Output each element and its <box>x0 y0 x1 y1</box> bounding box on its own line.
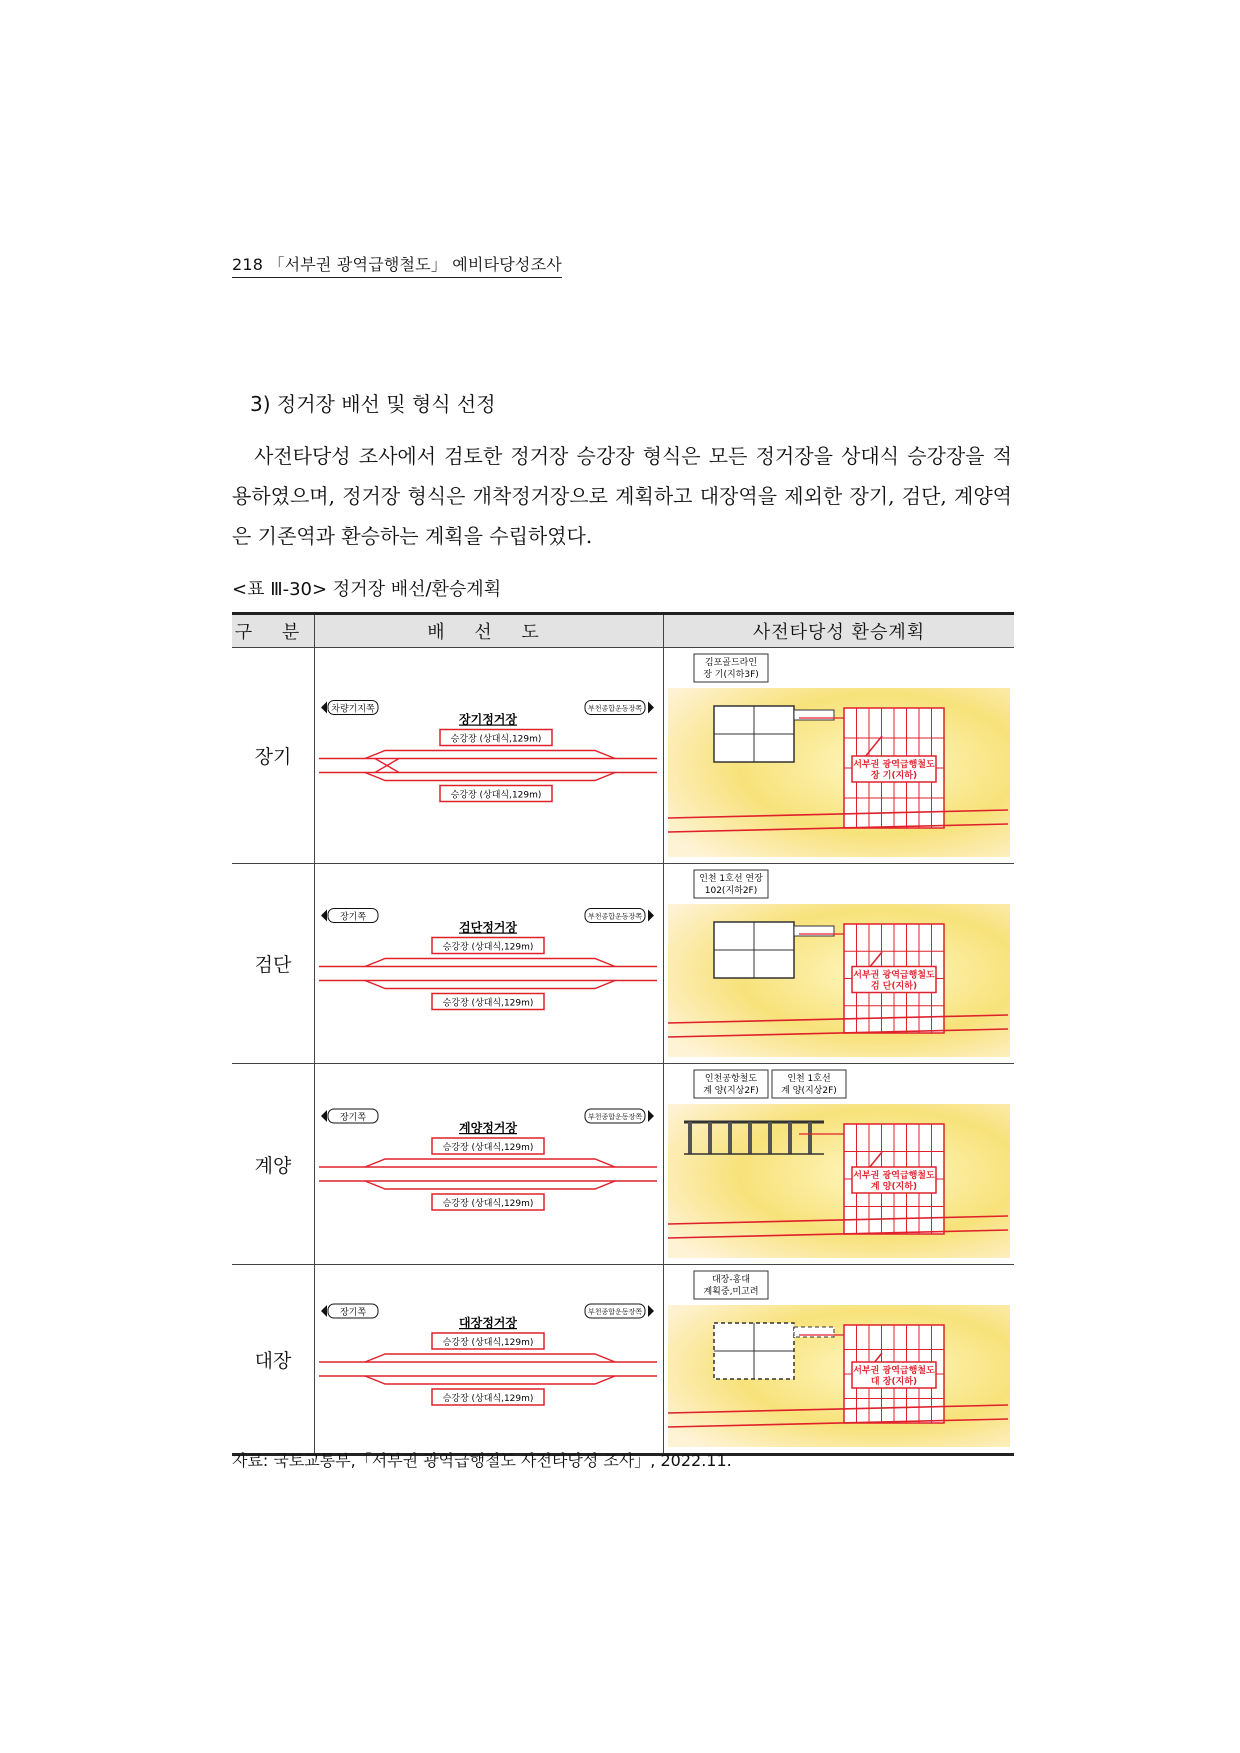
transfer-label-text: 김포골드라인 <box>704 658 758 668</box>
platform-top-label: 승강장 (상대식,129m) <box>442 1338 534 1348</box>
table-row <box>232 1064 1014 1265</box>
right-direction-label: 부천종합운동장쪽 <box>587 704 643 713</box>
right-arrow-icon <box>648 910 654 922</box>
row-label: 계양 <box>232 1064 315 1265</box>
station-name: 계양정거장 <box>459 1121 517 1135</box>
col-header-track-layout: 배 선 도 <box>315 614 664 648</box>
track-diagram <box>315 1265 661 1453</box>
track-diagram-cell <box>315 1064 664 1265</box>
table-row <box>232 864 1014 1064</box>
platform-top-label: 승강장 (상대식,129m) <box>442 1143 534 1153</box>
row-label: 검단 <box>232 864 315 1064</box>
transfer-diagram-cell <box>664 1064 1015 1265</box>
station-name: 검단정거장 <box>459 920 517 935</box>
transfer-label-text: 인천 1호선 <box>787 1074 831 1084</box>
elevated-pillar <box>788 1122 792 1154</box>
siding-track-upper <box>365 1159 615 1167</box>
track-diagram-cell <box>315 648 664 864</box>
section-title: 3) 정거장 배선 및 형식 선정 <box>250 392 496 416</box>
gtx-label-text: 검 단(지하) <box>870 981 918 992</box>
track-diagram <box>315 864 661 1063</box>
col-header-transfer-plan: 사전타당성 환승계획 <box>664 614 1015 648</box>
left-direction-label: 장기쪽 <box>339 912 367 923</box>
siding-track-lower <box>365 1376 615 1384</box>
row-label: 장기 <box>232 648 315 864</box>
gtx-label-text: 장 기(지하) <box>870 771 918 781</box>
transfer-label-text: 인천 1호선 연장 <box>699 874 763 884</box>
siding-track-upper <box>365 959 615 967</box>
transfer-label-text: 계 양(지상2F) <box>703 1086 759 1096</box>
elevated-pillar <box>808 1122 812 1154</box>
transfer-diagram <box>664 1064 1012 1264</box>
transfer-diagram-cell <box>664 1265 1015 1455</box>
left-arrow-icon <box>321 1305 327 1317</box>
left-arrow-icon <box>321 910 327 922</box>
right-direction-label: 부천종합운동장쪽 <box>587 912 643 921</box>
elevated-pillar <box>768 1122 772 1154</box>
elevated-pillar <box>708 1122 712 1154</box>
row-label: 대장 <box>232 1265 315 1455</box>
platform-top-label: 승강장 (상대식,129m) <box>442 942 534 953</box>
right-arrow-icon <box>648 1305 654 1317</box>
page-header: 218 「서부권 광역급행철도」 예비타당성조사 <box>232 252 562 278</box>
left-direction-label: 장기쪽 <box>339 1308 367 1318</box>
elevated-pillar <box>748 1122 752 1154</box>
track-diagram-cell <box>315 864 664 1064</box>
col-header-category: 구 분 <box>232 614 315 648</box>
transfer-label-text: 대장-홍대 <box>711 1275 751 1285</box>
transfer-label-text: 장 기(지하3F) <box>703 670 759 680</box>
transfer-diagram <box>664 648 1012 863</box>
siding-track-upper <box>365 751 615 759</box>
station-table <box>232 612 1014 1456</box>
right-arrow-icon <box>648 702 654 714</box>
transfer-label-text: 인천공항철도 <box>704 1074 758 1084</box>
track-diagram-cell <box>315 1265 664 1455</box>
transfer-diagram <box>664 1265 1012 1453</box>
platform-bottom-label: 승강장 (상대식,129m) <box>450 790 542 801</box>
siding-track-lower <box>365 981 615 989</box>
table-header-row <box>232 614 1014 648</box>
table-title: <표 Ⅲ-30> 정거장 배선/환승계획 <box>232 579 502 600</box>
siding-track-upper <box>365 1354 615 1362</box>
siding-track-lower <box>365 773 615 781</box>
platform-bottom-label: 승강장 (상대식,129m) <box>442 998 534 1009</box>
right-arrow-icon <box>648 1110 654 1122</box>
track-diagram <box>315 1064 661 1264</box>
right-direction-label: 부천종합운동장쪽 <box>587 1113 643 1121</box>
elevated-pillar <box>688 1122 692 1154</box>
platform-top-label: 승강장 (상대식,129m) <box>450 734 542 745</box>
table-row <box>232 1265 1014 1455</box>
transfer-diagram <box>664 864 1012 1063</box>
left-direction-label: 장기쪽 <box>339 1113 367 1123</box>
transfer-label-text: 계 양(지상2F) <box>781 1086 837 1096</box>
gtx-label-text: 서부권 광역급행철도 <box>853 970 935 981</box>
station-name: 대장정거장 <box>459 1316 517 1330</box>
gtx-label-text: 대 장(지하) <box>870 1377 918 1387</box>
left-arrow-icon <box>321 702 327 714</box>
transfer-label-text: 102(지하2F) <box>704 886 758 896</box>
elevated-pillar <box>728 1122 732 1154</box>
source-note: 자료: 국토교통부,「서부권 광역급행철도 사전타당성 조사」, 2022.11. <box>232 1451 732 1470</box>
transfer-diagram-cell <box>664 648 1015 864</box>
body-paragraph: 사전타당성 조사에서 검토한 정거장 승강장 형식은 모든 정거장을 상대식 승강장을 적용하였으며, 정거장 형식은 개착정거장으로 계획하고 대장역을 제외한 장기, 검단, 계양역은 기존역과 환승하는 계획을 수립하였다. <box>232 444 1012 548</box>
track-diagram <box>315 648 661 863</box>
table-row <box>232 648 1014 864</box>
platform-bottom-label: 승강장 (상대식,129m) <box>442 1199 534 1209</box>
siding-track-lower <box>365 1181 615 1189</box>
gtx-label-text: 서부권 광역급행철도 <box>853 760 935 770</box>
left-arrow-icon <box>321 1110 327 1122</box>
left-direction-label: 차량기지쪽 <box>331 704 375 715</box>
right-direction-label: 부천종합운동장쪽 <box>587 1308 643 1316</box>
transfer-label-text: 계획중,미고려 <box>703 1287 759 1297</box>
gtx-label-text: 서부권 광역급행철도 <box>853 1171 935 1181</box>
ground-background <box>668 1104 1010 1258</box>
station-name: 장기정거장 <box>459 712 517 727</box>
gtx-label-text: 서부권 광역급행철도 <box>853 1366 935 1376</box>
gtx-label-text: 계 양(지하) <box>870 1182 918 1192</box>
platform-bottom-label: 승강장 (상대식,129m) <box>442 1394 534 1404</box>
transfer-diagram-cell <box>664 864 1015 1064</box>
